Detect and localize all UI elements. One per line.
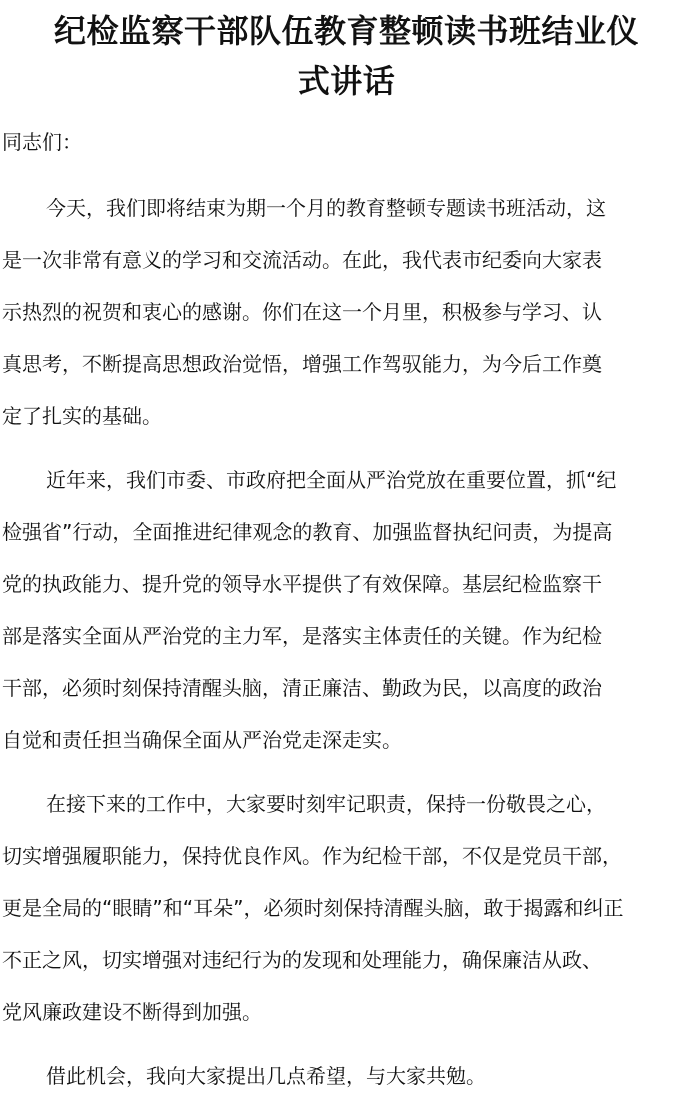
paragraph-line: 今天，我们即将结束为期一个月的教育整顿专题读书班活动，这	[46, 196, 606, 220]
paragraph-line: 自觉和责任担当确保全面从严治党走深走实。	[2, 728, 402, 752]
paragraph-line: 是一次非常有意义的学习和交流活动。在此，我代表市纪委向大家表	[2, 248, 602, 272]
paragraph-line: 借此机会，我向大家提出几点希望，与大家共勉。	[46, 1064, 486, 1088]
paragraph-line: 示热烈的祝贺和衷心的感谢。你们在这一个月里，积极参与学习、认	[2, 300, 602, 324]
paragraph-line: 党风廉政建设不断得到加强。	[2, 1000, 262, 1024]
paragraph-line: 在接下来的工作中，大家要时刻牢记职责，保持一份敬畏之心，	[46, 792, 606, 816]
salutation: 同志们：	[2, 130, 82, 154]
paragraph-line: 党的执政能力、提升党的领导水平提供了有效保障。基层纪检监察干	[2, 572, 602, 596]
paragraph-line: 不正之风，切实增强对违纪行为的发现和处理能力，确保廉洁从政、	[2, 948, 602, 972]
paragraph-1	[2, 182, 692, 442]
document-title	[0, 6, 693, 106]
paragraph-line: 检强省”行动，全面推进纪律观念的教育、加强监督执纪问责，为提高	[2, 520, 613, 544]
paragraph-4	[2, 1050, 692, 1102]
paragraph-3	[2, 778, 692, 1038]
title-line-1: 纪检监察干部队伍教育整顿读书班结业仪	[53, 12, 639, 50]
title-line-2: 式讲话	[297, 62, 396, 100]
paragraph-line: 干部，必须时刻保持清醒头脑，清正廉洁、勤政为民，以高度的政治	[2, 676, 602, 700]
paragraph-line: 更是全局的“眼睛”和“耳朵”，必须时刻保持清醒头脑，敢于揭露和纠正	[2, 896, 624, 920]
paragraph-line: 真思考，不断提高思想政治觉悟，增强工作驾驭能力，为今后工作奠	[2, 352, 602, 376]
paragraph-line: 切实增强履职能力，保持优良作风。作为纪检干部，不仅是党员干部，	[2, 844, 622, 868]
paragraph-line: 近年来，我们市委、市政府把全面从严治党放在重要位置，抓“纪	[46, 468, 617, 492]
paragraph-2	[2, 454, 692, 766]
paragraph-line: 部是落实全面从严治党的主力军，是落实主体责任的关键。作为纪检	[2, 624, 602, 648]
paragraph-line: 定了扎实的基础。	[2, 404, 162, 428]
